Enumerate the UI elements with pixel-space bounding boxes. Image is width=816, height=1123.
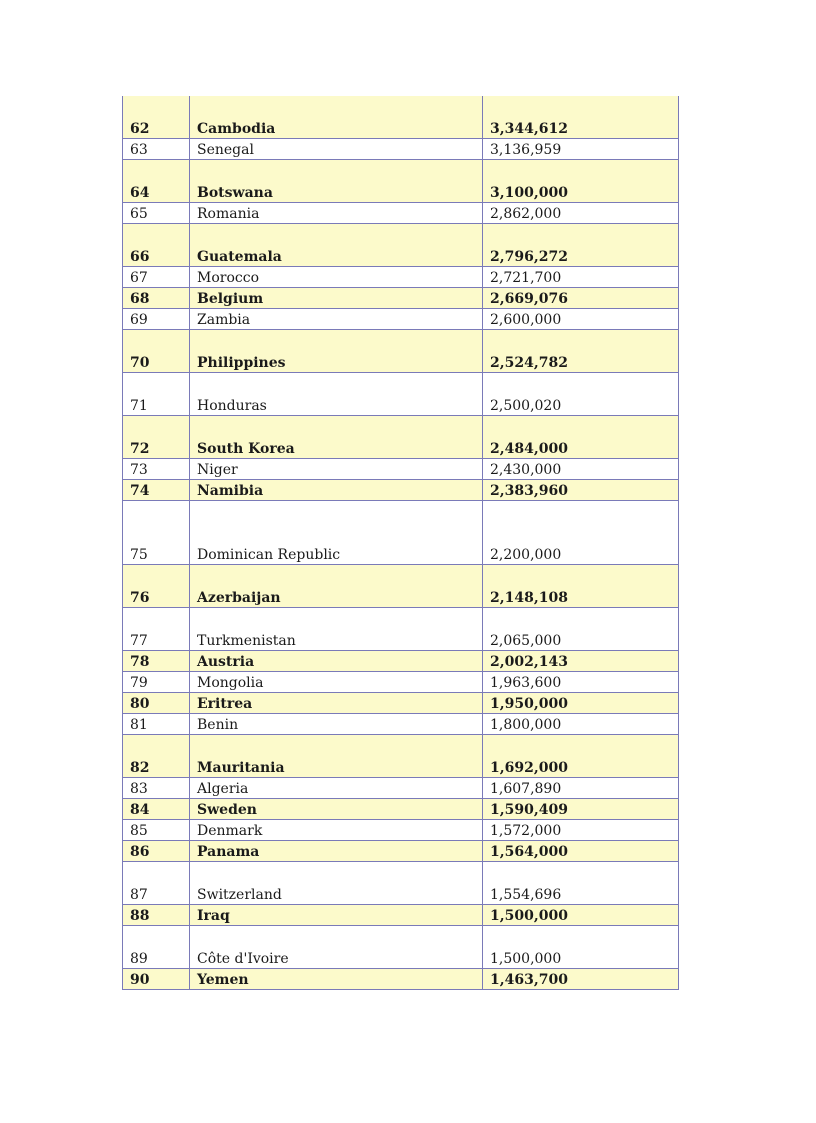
table-row [123, 373, 679, 416]
country-cell: Benin [190, 714, 483, 735]
rank-cell: 70 [123, 330, 190, 373]
rank-cell: 87 [123, 862, 190, 905]
rank-cell: 75 [123, 501, 190, 565]
rank-cell: 73 [123, 459, 190, 480]
country-cell: Sweden [190, 799, 483, 820]
population-cell: 1,572,000 [483, 820, 679, 841]
population-cell: 1,564,000 [483, 841, 679, 862]
population-cell: 2,148,108 [483, 565, 679, 608]
population-table [122, 96, 679, 990]
population-cell: 2,600,000 [483, 309, 679, 330]
population-cell: 3,100,000 [483, 160, 679, 203]
population-cell: 3,344,612 [483, 96, 679, 139]
rank-cell: 89 [123, 926, 190, 969]
country-cell: Eritrea [190, 693, 483, 714]
table-row [123, 672, 679, 693]
rank-cell: 65 [123, 203, 190, 224]
rank-cell: 80 [123, 693, 190, 714]
rank-cell: 69 [123, 309, 190, 330]
population-cell: 2,796,272 [483, 224, 679, 267]
rank-cell: 64 [123, 160, 190, 203]
table-row [123, 501, 679, 565]
population-cell: 1,800,000 [483, 714, 679, 735]
population-cell: 2,500,020 [483, 373, 679, 416]
rank-cell: 88 [123, 905, 190, 926]
country-cell: Botswana [190, 160, 483, 203]
population-cell: 2,200,000 [483, 501, 679, 565]
country-cell: South Korea [190, 416, 483, 459]
rank-cell: 71 [123, 373, 190, 416]
country-cell: Honduras [190, 373, 483, 416]
rank-cell: 90 [123, 969, 190, 990]
rank-cell: 74 [123, 480, 190, 501]
table-row [123, 288, 679, 309]
country-cell: Zambia [190, 309, 483, 330]
country-cell: Romania [190, 203, 483, 224]
rank-cell: 81 [123, 714, 190, 735]
country-cell: Senegal [190, 139, 483, 160]
table-row [123, 799, 679, 820]
country-cell: Philippines [190, 330, 483, 373]
country-cell: Namibia [190, 480, 483, 501]
table-row [123, 160, 679, 203]
country-cell: Austria [190, 651, 483, 672]
country-cell: Mauritania [190, 735, 483, 778]
population-cell: 1,590,409 [483, 799, 679, 820]
population-cell: 1,950,000 [483, 693, 679, 714]
population-cell: 1,500,000 [483, 926, 679, 969]
rank-cell: 77 [123, 608, 190, 651]
population-cell: 2,669,076 [483, 288, 679, 309]
population-table-container [122, 96, 679, 990]
rank-cell: 62 [123, 96, 190, 139]
table-row [123, 267, 679, 288]
population-cell: 2,065,000 [483, 608, 679, 651]
table-row [123, 926, 679, 969]
country-cell: Iraq [190, 905, 483, 926]
population-cell: 1,692,000 [483, 735, 679, 778]
table-row [123, 203, 679, 224]
population-cell: 1,500,000 [483, 905, 679, 926]
rank-cell: 63 [123, 139, 190, 160]
country-cell: Côte d'Ivoire [190, 926, 483, 969]
rank-cell: 66 [123, 224, 190, 267]
table-row [123, 96, 679, 139]
rank-cell: 72 [123, 416, 190, 459]
table-row [123, 820, 679, 841]
rank-cell: 85 [123, 820, 190, 841]
country-cell: Turkmenistan [190, 608, 483, 651]
table-row [123, 480, 679, 501]
country-cell: Denmark [190, 820, 483, 841]
table-row [123, 224, 679, 267]
rank-cell: 76 [123, 565, 190, 608]
country-cell: Algeria [190, 778, 483, 799]
population-cell: 3,136,959 [483, 139, 679, 160]
country-cell: Morocco [190, 267, 483, 288]
country-cell: Panama [190, 841, 483, 862]
country-cell: Dominican Republic [190, 501, 483, 565]
table-row [123, 862, 679, 905]
rank-cell: 79 [123, 672, 190, 693]
rank-cell: 86 [123, 841, 190, 862]
table-row [123, 565, 679, 608]
rank-cell: 84 [123, 799, 190, 820]
table-row [123, 714, 679, 735]
country-cell: Switzerland [190, 862, 483, 905]
rank-cell: 82 [123, 735, 190, 778]
population-cell: 2,721,700 [483, 267, 679, 288]
table-row [123, 309, 679, 330]
table-row [123, 969, 679, 990]
population-cell: 1,963,600 [483, 672, 679, 693]
population-cell: 2,862,000 [483, 203, 679, 224]
table-row [123, 608, 679, 651]
country-cell: Cambodia [190, 96, 483, 139]
table-row [123, 841, 679, 862]
table-row [123, 459, 679, 480]
country-cell: Niger [190, 459, 483, 480]
country-cell: Guatemala [190, 224, 483, 267]
rank-cell: 67 [123, 267, 190, 288]
population-cell: 2,383,960 [483, 480, 679, 501]
table-row [123, 735, 679, 778]
country-cell: Yemen [190, 969, 483, 990]
country-cell: Azerbaijan [190, 565, 483, 608]
population-cell: 2,484,000 [483, 416, 679, 459]
table-row [123, 416, 679, 459]
country-cell: Belgium [190, 288, 483, 309]
table-row [123, 330, 679, 373]
population-cell: 1,554,696 [483, 862, 679, 905]
rank-cell: 68 [123, 288, 190, 309]
population-cell: 1,607,890 [483, 778, 679, 799]
rank-cell: 83 [123, 778, 190, 799]
country-cell: Mongolia [190, 672, 483, 693]
table-row [123, 905, 679, 926]
population-cell: 2,524,782 [483, 330, 679, 373]
population-cell: 2,430,000 [483, 459, 679, 480]
table-body [123, 96, 679, 990]
table-row [123, 651, 679, 672]
rank-cell: 78 [123, 651, 190, 672]
table-row [123, 693, 679, 714]
table-row [123, 139, 679, 160]
population-cell: 2,002,143 [483, 651, 679, 672]
table-row [123, 778, 679, 799]
population-cell: 1,463,700 [483, 969, 679, 990]
